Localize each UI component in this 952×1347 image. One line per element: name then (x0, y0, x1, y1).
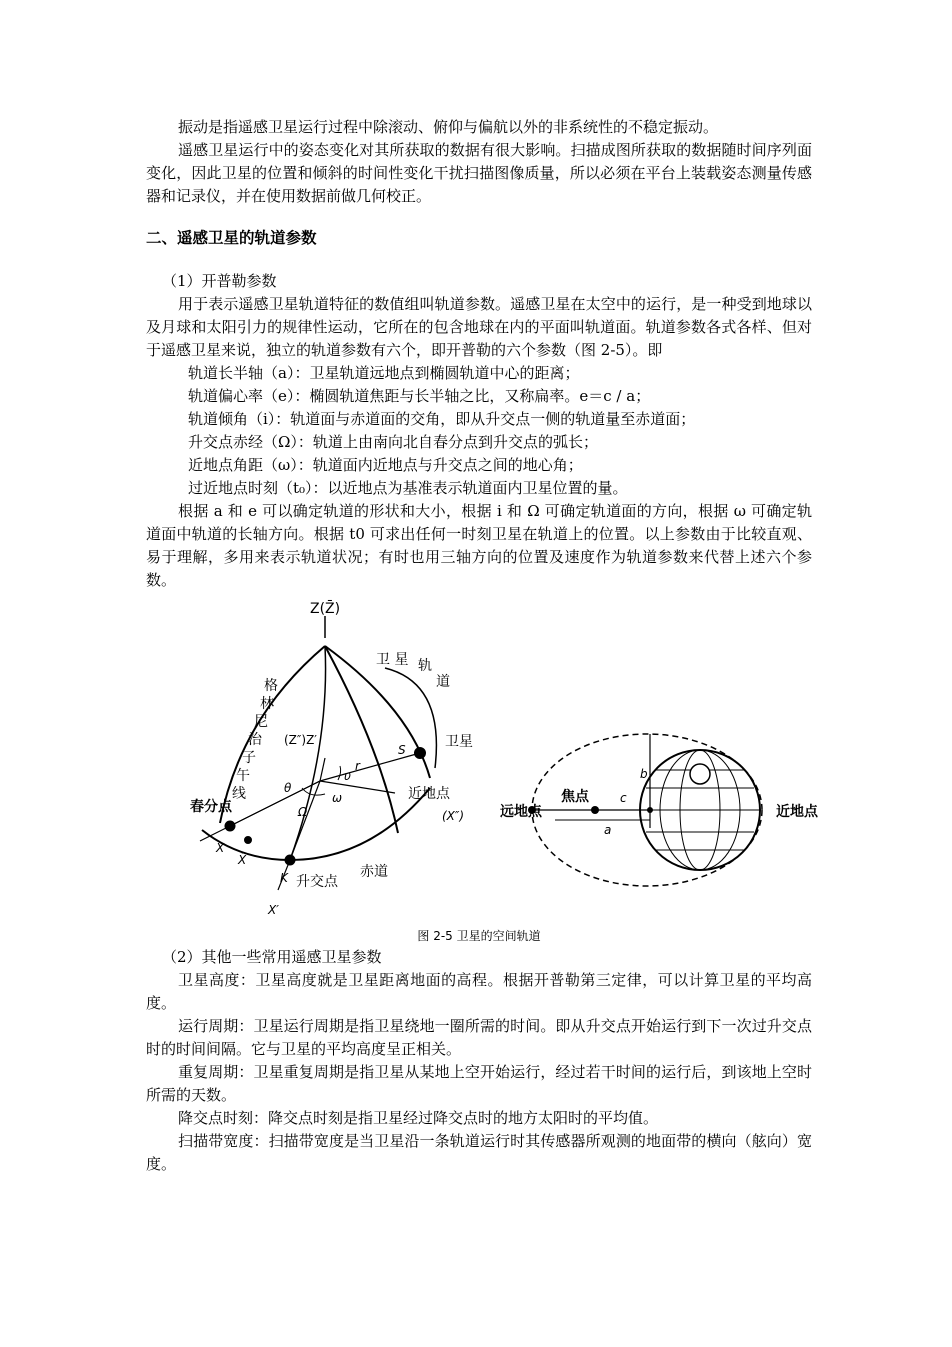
label-z-prime: (Z″)Z′ (284, 733, 318, 747)
def-argument-of-perigee: 近地点角距（ω）：轨道面内近地点与升交点之间的地心角； (188, 456, 583, 474)
label-perigee-right: 近地点 (776, 804, 818, 820)
para-descending-node-time: 降交点时刻：降交点时刻是指卫星经过降交点时的地方太阳时的平均值。 (178, 1109, 659, 1127)
satellite-orbit-figure (180, 598, 830, 918)
label-s: S (398, 743, 406, 757)
intro-paragraph-attitude: 遥感卫星运行中的姿态变化对其所获取的数据有很大影响。扫描成图所获取的数据随时间序列面变化，因此卫星的位置和倾斜的时间性变化干扰扫描图像质量，所以必须在平台上装载姿态测量传感器和记录仪，并在使用数据前做几何校正。 (146, 141, 812, 205)
label-meridian-5: 子 (242, 750, 256, 766)
satellite-point (415, 748, 425, 758)
label-theta: θ (284, 781, 292, 795)
label-a: a (604, 823, 612, 837)
figure-caption: 图 2-5 卫星的空间轨道 (417, 929, 541, 943)
label-omega-small: ω (332, 791, 343, 805)
z-prime-axis (320, 758, 325, 781)
label-meridian-3: 尼 (254, 714, 268, 730)
center-point (647, 807, 653, 813)
inner-meridian-arc (290, 646, 326, 860)
angle-omega-arc (302, 788, 325, 795)
label-x-bar: X̄ (238, 853, 247, 867)
satellite-orbit-arc (385, 668, 436, 768)
label-r: r (355, 759, 360, 773)
para-satellite-altitude: 卫星高度：卫星高度就是卫星距离地面的高程。根据开普勒第三定律，可以计算卫星的平均高度。 (146, 971, 812, 1012)
def-time-of-perigee: 过近地点时刻（t₀）：以近地点为基准表示轨道面内卫星位置的量。 (188, 479, 628, 497)
label-ascending-node: 升交点 (296, 874, 338, 890)
label-meridian-6: 午 (236, 768, 250, 784)
label-satellite: 卫星 (445, 734, 473, 750)
para-repeat-cycle: 重复周期：卫星重复周期是指卫星从某地上空开始运行，经过若干时间的运行后，到该地上空时所需的天数。 (146, 1063, 812, 1104)
label-equator: 赤道 (360, 864, 388, 880)
label-z-axis: Z(Z̄) (310, 601, 341, 617)
ascending-node-point (286, 856, 295, 865)
label-vernal-equinox: 春分点 (190, 799, 232, 815)
label-focus: 焦点 (561, 789, 589, 805)
label-perigee: 近地点 (408, 786, 450, 802)
section-heading: 二、遥感卫星的轨道参数 (146, 229, 317, 247)
para-orbital-period: 运行周期：卫星运行周期是指卫星绕地一圈所需的时间。即从升交点开始运行到下一次过升交点时的时间间隔。它与卫星的平均高度呈正相关。 (146, 1017, 812, 1058)
subheading-other-params: （2）其他一些常用遥感卫星参数 (162, 948, 382, 966)
celestial-sphere-labels (190, 599, 473, 917)
label-meridian-1: 格 (264, 678, 278, 694)
label-orbit-3: 道 (436, 674, 450, 690)
label-b: b (640, 767, 648, 781)
def-semi-major-axis: 轨道长半轴（a）：卫星轨道远地点到椭圆轨道中心的距离； (188, 364, 580, 382)
label-apogee: 远地点 (500, 804, 542, 820)
label-meridian-2: 林 (260, 696, 274, 712)
label-c: c (620, 791, 627, 805)
satellite-radius (320, 753, 420, 781)
kepler-intro-paragraph: 用于表示遥感卫星轨道特征的数值组叫轨道参数。遥感卫星在太空中的运行，是一种受到地球以及月球和太阳引力的规律性运动，它所在的包含地球在内的平面叫轨道面。轨道参数各式各样、但对于遥感卫星来说，独立的轨道参数有六个，即开普勒的六个参数（图 2-5）。即 (146, 295, 812, 359)
label-k: K (280, 871, 288, 885)
label-x-double-prime: (X″) (442, 809, 465, 823)
focus-point (591, 806, 599, 814)
node-line (290, 781, 320, 860)
def-inclination: 轨道倾角（i）：轨道面与赤道面的交角，即从升交点一侧的轨道量至赤道面； (188, 410, 696, 428)
label-meridian-4: 治 (248, 732, 262, 748)
label-omega-cap: Ω (298, 805, 308, 819)
label-meridian-7: 线 (232, 786, 246, 802)
subheading-kepler: （1）开普勒参数 (162, 272, 277, 290)
para-swath-width: 扫描带宽度：扫描带宽度是当卫星沿一条轨道运行时其传感器所观测的地面带的横向（舷向）宽度。 (146, 1132, 812, 1173)
vernal-equinox-point (226, 822, 235, 831)
other-params-block (146, 946, 812, 1176)
label-orbit-1: 卫 星 (376, 652, 409, 668)
earth-pole-cap (690, 764, 710, 784)
def-raan: 升交点赤经（Ω）：轨道上由南向北自春分点到升交点的弧长； (188, 433, 598, 451)
def-eccentricity: 轨道偏心率（e）：椭圆轨道焦距与长半轴之比，又称扁率。e＝c / a； (188, 387, 651, 405)
label-x-prime: X′ (268, 903, 279, 917)
label-x: X (216, 841, 225, 855)
kepler-block (146, 270, 812, 592)
intro-paragraph-vibration: 振动是指遥感卫星运行过程中除滚动、俯仰与偏航以外的非系统性的不稳定振动。 (178, 118, 719, 136)
angle-v-arc (338, 766, 341, 780)
kepler-summary-paragraph: 根据 a 和 e 可以确定轨道的形状和大小，根据 i 和 Ω 可确定轨道面的方向，根据 ω 可确定轨道面中轨道的长轴方向。根据 t0 可求出任何一时刻卫星在轨道上的位置。以上参数由于比较直观、易于理解，多用来表示轨道状况；有时也用三轴方向的位置及速度作为轨道参数来代替上述六个参数。 (146, 502, 812, 589)
x-bar-point (245, 837, 251, 843)
label-v: υ (344, 769, 351, 783)
intro-block (146, 116, 812, 208)
label-orbit-2: 轨 (418, 658, 432, 674)
